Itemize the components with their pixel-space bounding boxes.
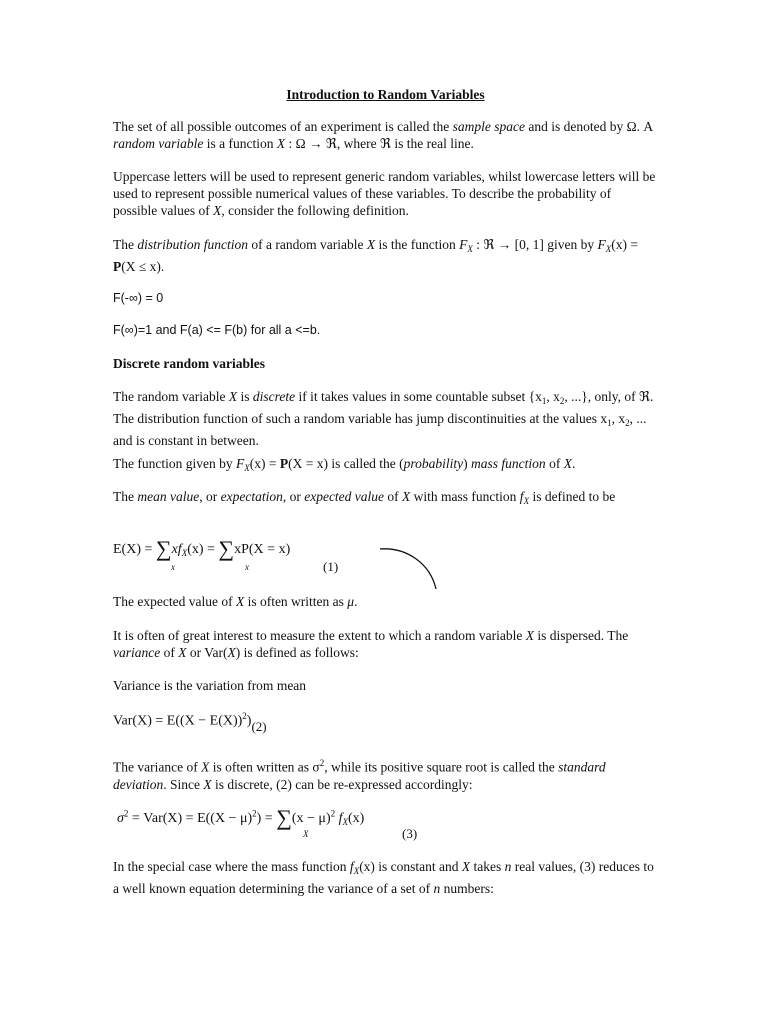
limit-infinity: F(∞)=1 and F(a) <= F(b) for all a <=b. [113,323,321,337]
equation-sigma-squared: $\sigma^2 = Var(X) = E((X - \mu)^2) = \sum(x - \mu)^2$ $f_X(x)$ X [117,805,365,839]
page-title: Introduction to Random Variables [286,87,485,102]
equation-number-1: (1) [323,559,339,574]
paragraph-discrete-definition: The random variable X is discrete if it takes values in some countable subset {$x_1$, $x_2$, ...}, only, of ℜ. The distribution function of such a random variable has jump discontinuities at the values $x_1$, $x_2$, ... and is constant in between. [113,389,654,448]
paragraph-mass-function: The function given by $F_X(x) = P(X = x)$ is called the (probability) mass function of X. [113,456,576,473]
equation-variance: $Var(X) = E((X - E(X))^2)(2)$ [113,711,267,734]
paragraph-mu: The expected value of X is often written as μ. [113,594,358,609]
paragraph-expected-value: The mean value, or expectation, or expected value of X with mass function $f_X$ is defined to be [113,489,616,506]
section-heading-discrete: Discrete random variables [113,356,265,371]
equation-expectation: $E(X) = \sum xf_X(x) = \sum xP(X = x)$ x x [113,536,291,572]
equation-number-3: (3) [402,826,418,841]
paragraph-sample-space: The set of all possible outcomes of an experiment is called the sample space and is denoted by Ω. A random variable is a function X : Ω → ℜ, where ℜ is the real line. [113,119,653,151]
paragraph-notation: Uppercase letters will be used to represent generic random variables, whilst lowercase letters will be used to represent possible numerical values of these variables. To describe the probability of possible values of X, consider the following definition. [113,169,656,218]
paragraph-standard-deviation: The variance of X is often written as $\sigma^2$, while its positive square root is called the standard deviation. Since X is discrete, (2) can be re-expressed accordingly: [113,758,606,792]
equation-number-2: (2) [251,718,267,734]
paragraph-special-case: In the special case where the mass function $f_X(x)$ is constant and X takes n real values, (3) reduces to a well known equation determining the variance of a set of n numbers: [113,859,654,896]
paragraph-variance-note: Variance is the variation from mean [113,678,307,693]
paragraph-variance-intro: It is often of great interest to measure the extent to which a random variable X is dispersed. The variance of X or Var(X) is defined as follows: [113,628,629,660]
annotation-arc-stroke [378,545,448,595]
limit-minus-infinity: F(-∞) = 0 [113,291,164,305]
paragraph-distribution-function: The distribution function of a random variable X is the function $F_X$ : ℜ → [0, 1] given by $F_X(x) = P(X \le x)$. [113,237,638,274]
